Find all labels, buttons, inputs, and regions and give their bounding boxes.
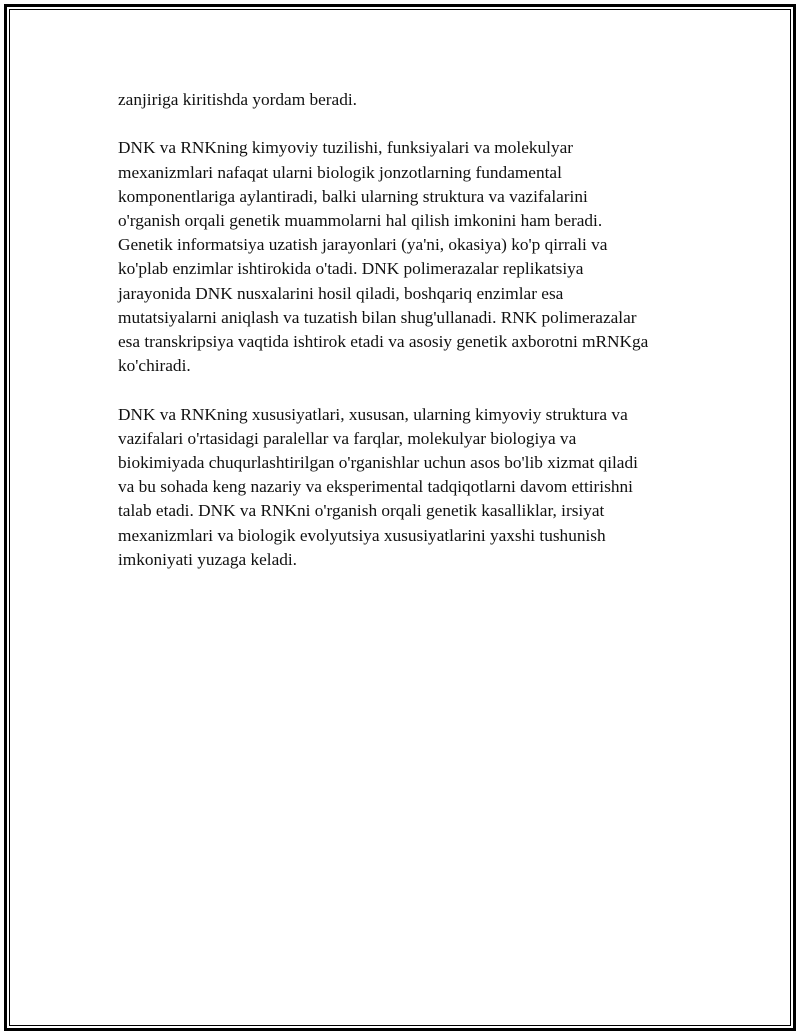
paragraph-dna-rna-structure: DNK va RNKning kimyoviy tuzilishi, funksiyalari va molekulyar mexanizmlari nafaqat ularni biologik jonzotlarning fundamental komponentlariga aylantiradi, balki ularning struktura va vazifalarini o'rganish orqali genetik muammolarni hal qilish imkonini ham beradi. Genetik informatsiya uzatish jarayonlari (ya'ni, okasiya) ko'p qirrali va ko'plab enzimlar ishtirokida o'tadi. DNK polimerazalar replikatsiya jarayonida DNK nusxalarini hosil qiladi, boshqariq enzimlar esa mutatsiyalarni aniqlash va tuzatish bilan shug'ullanadi. RNK polimerazalar esa transkripsiya vaqtida ishtirok etadi va asosiy genetik axborotni mRNKga ko'chiradi. (118, 138, 649, 376)
paragraph-dna-rna-properties: DNK va RNKning xususiyatlari, xususan, ularning kimyoviy struktura va vazifalari o'rtasidagi paralellar va farqlar, molekulyar biologiya va biokimiyada chuqurlashtirilgan o'rganishlar uchun asos bo'lib xizmat qiladi va bu sohada keng nazariy va eksperimental tadqiqotlarni davom ettirishni talab etadi. DNK va RNKni o'rganish orqali genetik kasalliklar, irsiyat mexanizmlari va biologik evolyutsiya xususiyatlarini yaxshi tushunish imkoniyati yuzaga keladi. (118, 404, 638, 569)
document-body (118, 88, 698, 596)
paragraph-continuation: zanjiriga kiritishda yordam beradi. (118, 90, 357, 109)
